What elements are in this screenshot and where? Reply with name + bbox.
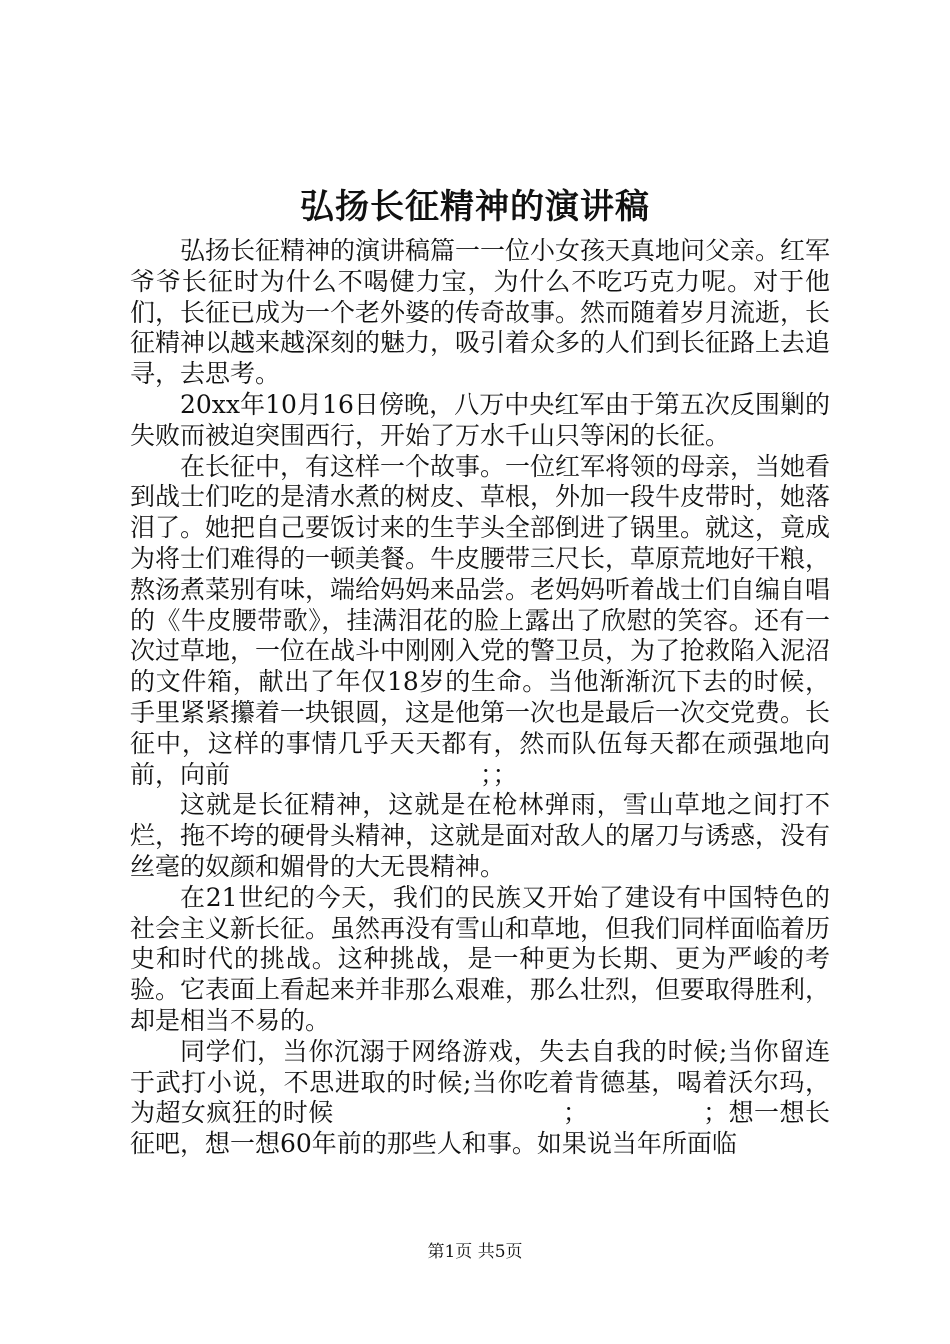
paragraph: 弘扬长征精神的演讲稿篇一一位小女孩天真地问父亲。红军爷爷长征时为什么不喝健力宝，为什么不吃巧克力呢。对于他们，长征已成为一个老外婆的传奇故事。然而随着岁月流逝，长征精神以越来越深刻的魅力，吸引着众多的人们到长征路上去追寻，去思考。 [130, 236, 831, 389]
paragraph: 同学们，当你沉溺于网络游戏，失去自我的时候;当你留连于武打小说，不思进取的时候;当你吃着肯德基，喝着沃尔玛，为超女疯狂的时候 ； ；想一想长征吧，想一想60年前的那些人和事。如果说当年所面临 [130, 1036, 830, 1159]
paragraph: 20xx年10月16日傍晚，八万中央红军由于第五次反围剿的失败而被迫突围西行，开始了万水千山只等闲的长征。 [130, 389, 830, 450]
paragraph: 在长征中，有这样一个故事。一位红军将领的母亲，当她看到战士们吃的是清水煮的树皮、草根，外加一段牛皮带时，她落泪了。她把自己要饭讨来的生芋头全部倒进了锅里。就这，竟成为将士们难得的一顿美餐。牛皮腰带三尺长，草原荒地好干粮，熬汤煮菜别有味，端给妈妈来品尝。老妈妈听着战士们自编自唱的《牛皮腰带歌》，挂满泪花的脸上露出了欣慰的笑容。还有一次过草地，一位在战斗中刚刚入党的警卫员，为了抢救陷入泥沼的文件箱，献出了年仅18岁的生命。当他渐渐沉下去的时候，手里紧紧攥着一块银圆，这是他第一次也是最后一次交党费。长征中，这样的事情几乎天天都有，然而队伍每天都在顽强地向前，向前 ；； [130, 451, 831, 789]
page-number-footer: 第1页 共5页 [427, 1242, 523, 1262]
paragraph: 在21世纪的今天，我们的民族又开始了建设有中国特色的社会主义新长征。虽然再没有雪山和草地，但我们同样面临着历史和时代的挑战。这种挑战，是一种更为长期、更为严峻的考验。它表面上看起来并非那么艰难，那么壮烈，但要取得胜利，却是相当不易的。 [130, 882, 831, 1035]
document-title: 弘扬长征精神的演讲稿 [300, 187, 650, 227]
document-body [130, 236, 830, 1160]
paragraph: 这就是长征精神，这就是在枪林弹雨，雪山草地之间打不烂，拖不垮的硬骨头精神，这就是面对敌人的屠刀与诱惑，没有丝毫的奴颜和媚骨的大无畏精神。 [130, 790, 831, 881]
